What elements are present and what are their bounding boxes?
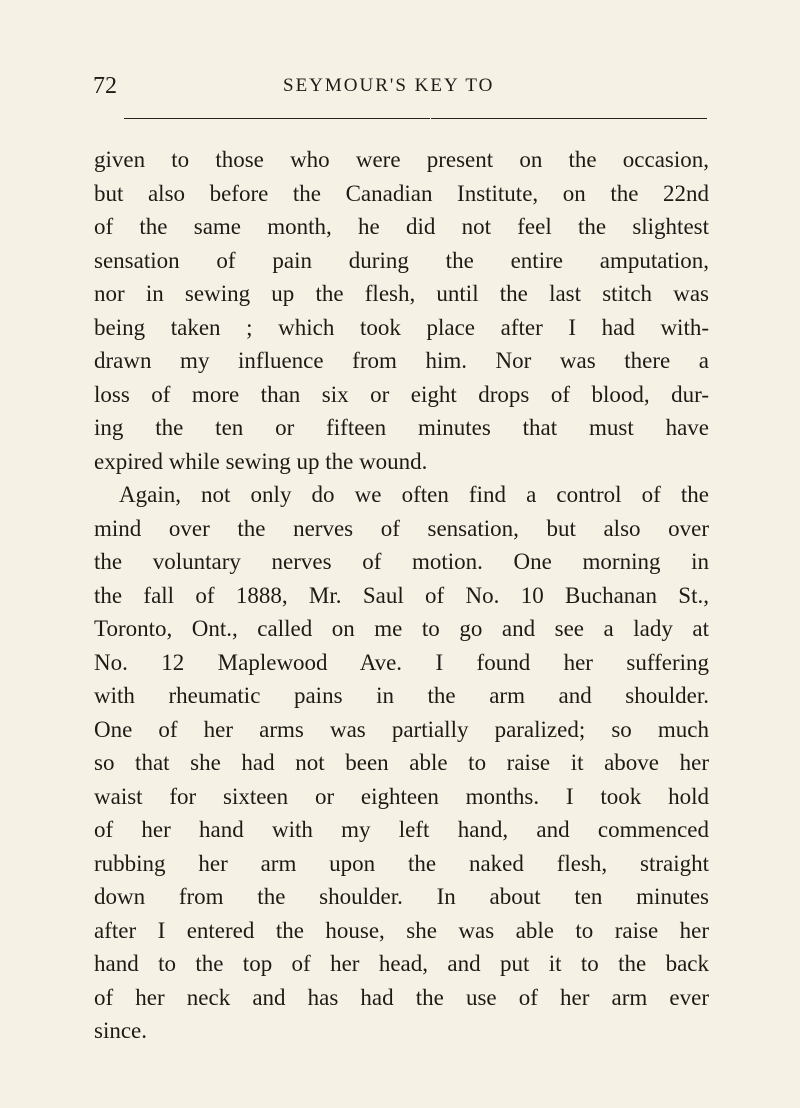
text-line: rubbing her arm upon the naked flesh, straight	[94, 850, 709, 876]
text-line: sensation of pain during the entire amputation,	[94, 247, 709, 273]
running-head: SEYMOUR'S KEY TO	[283, 75, 495, 96]
text-line: but also before the Canadian Institute, on the 22nd	[94, 180, 709, 206]
text-line: so that she had not been able to raise it above her	[94, 750, 709, 775]
text-line: with rheumatic pains in the arm and shoulder.	[94, 683, 709, 708]
text-line: waist for sixteen or eighteen months. I took hold	[94, 783, 709, 809]
page-number: 72	[93, 73, 117, 99]
text-line: expired while sewing up the wound.	[94, 448, 428, 474]
text-line: after I entered the house, she was able to raise her	[94, 917, 709, 943]
text-line: drawn my influence from him. Nor was there a	[94, 348, 709, 373]
text-line: of her hand with my left hand, and commenced	[94, 817, 709, 842]
text-line: One of her arms was partially paralized; so much	[94, 716, 709, 742]
text-line: of the same month, he did not feel the slightest	[94, 214, 709, 239]
text-line: of her neck and has had the use of her arm ever	[94, 984, 709, 1010]
text-line: hand to the top of her head, and put it to the back	[94, 951, 709, 976]
text-line: loss of more than six or eight drops of blood, dur-	[94, 381, 709, 407]
text-line: since.	[94, 1018, 148, 1043]
body-text	[94, 143, 709, 1048]
text-line: given to those who were present on the occasion,	[94, 147, 709, 172]
header-rule-left	[124, 118, 430, 119]
text-line: down from the shoulder. In about ten minutes	[94, 884, 709, 909]
text-line: nor in sewing up the flesh, until the last stitch was	[94, 281, 709, 306]
header-rule-right	[431, 118, 707, 119]
text-line: No. 12 Maplewood Ave. I found her suffering	[94, 649, 709, 675]
text-line: ing the ten or fifteen minutes that must have	[94, 415, 709, 440]
text-line: the fall of 1888, Mr. Saul of No. 10 Buchanan St.,	[94, 582, 709, 608]
text-line: mind over the nerves of sensation, but also over	[94, 515, 709, 541]
text-line: being taken ; which took place after I had with-	[94, 314, 709, 340]
paragraph-start-line: Again, not only do we often find a control of the	[119, 482, 709, 507]
text-line: Toronto, Ont., called on me to go and see a lady at	[94, 616, 709, 641]
text-line: the voluntary nerves of motion. One morning in	[94, 549, 709, 574]
